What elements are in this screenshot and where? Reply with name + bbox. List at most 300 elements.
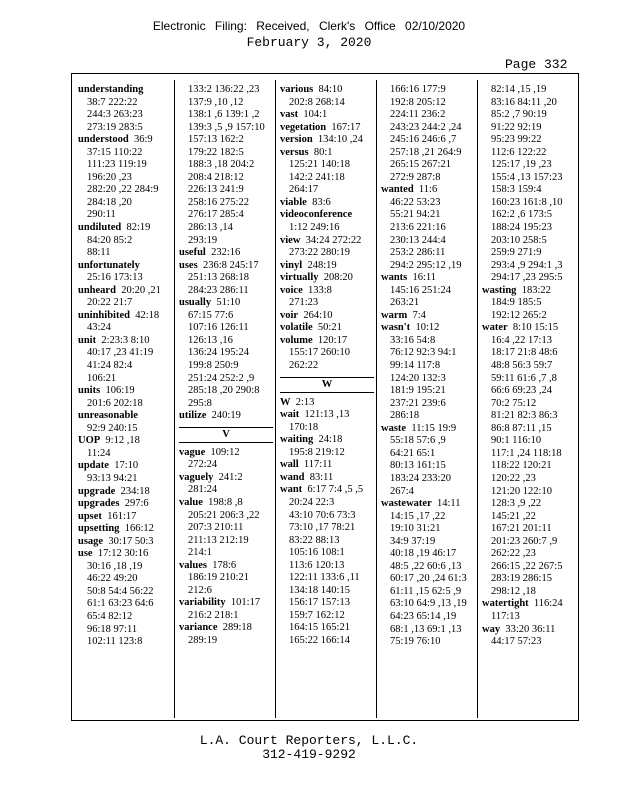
page-line-ref: 286:18 [390, 410, 420, 422]
index-term: units [78, 385, 101, 397]
page-line-ref: 95:23 99:22 [491, 134, 542, 146]
page-line-ref: 161:17 [101, 510, 137, 522]
index-term: way [482, 623, 501, 635]
index-term: versus [280, 146, 309, 158]
page-line-ref: 211:13 212:19 [188, 534, 249, 546]
index-entry [280, 147, 376, 160]
page-line-ref: 290:11 [87, 209, 116, 221]
page-line-ref: 133:8 [302, 284, 332, 296]
index-term: upgrade [78, 485, 116, 497]
page-line-ref: 125:17 ,19 ,23 [491, 159, 552, 171]
page-line-ref: 224:11 236:2 [390, 109, 446, 121]
page-line-ref: 120:17 [312, 334, 348, 346]
page-line-ref: 271:23 [289, 297, 319, 309]
page-line-ref: 167:21 201:11 [491, 523, 552, 535]
index-entry [280, 322, 376, 335]
page-line-ref: 294:17 ,23 295:5 [491, 272, 563, 284]
page-line-ref: 259:9 271:9 [491, 247, 542, 259]
page-line-ref: 284:23 286:11 [188, 284, 249, 296]
index-entry [78, 548, 174, 561]
page-line-ref: 83:11 [304, 471, 334, 483]
page-line-ref: 6:17 7:4 ,5 ,5 [302, 484, 364, 496]
page-line-ref: 96:18 97:11 [87, 623, 138, 635]
page-line-ref: 273:22 280:19 [289, 247, 350, 259]
page-line-ref: 18:17 21:8 48:6 [491, 347, 558, 359]
page-line-ref: 67:15 77:6 [188, 309, 234, 321]
column-divider [477, 80, 478, 718]
index-entry [78, 536, 174, 549]
index-term: uninhibited [78, 309, 130, 321]
index-term: videoconference [280, 209, 353, 221]
filing-date: February 3, 2020 [246, 35, 372, 50]
page-line-ref: 179:22 182:5 [188, 146, 244, 158]
page-line-ref: 86:8 87:11 ,15 [491, 422, 552, 434]
page-line-ref: 40:18 ,19 46:17 [390, 548, 457, 560]
page-line-ref: 8:10 15:15 [507, 322, 559, 334]
page-line-ref: 199:8 250:9 [188, 360, 239, 372]
page-line-ref: 118:22 120:21 [491, 460, 552, 472]
page-line-ref: 92:9 240:15 [87, 422, 138, 434]
page-line-ref: 243:23 244:2 ,24 [390, 121, 462, 133]
page-line-ref: 196:20 ,23 [87, 171, 132, 183]
page-line-ref: 158:3 159:4 [491, 184, 542, 196]
page-line-ref: 236:8 245:17 [197, 259, 259, 271]
index-term: virtually [280, 272, 319, 284]
index-entry [78, 460, 174, 473]
page-line-ref: 41:24 82:4 [87, 360, 133, 372]
index-term: variance [179, 622, 218, 634]
index-entry [78, 260, 174, 273]
page-line-ref: 264:17 [289, 184, 319, 196]
page-line-ref: 232:16 [205, 247, 241, 259]
page-line-ref: 111:23 119:19 [87, 159, 147, 171]
page-line-ref: 73:10 ,17 78:21 [289, 522, 356, 534]
page-line-ref: 83:16 84:11 ,20 [491, 96, 557, 108]
page-line-ref: 240:19 [206, 410, 241, 422]
index-entry [179, 260, 275, 273]
index-column-4 [381, 84, 477, 649]
index-term: waiting [280, 434, 314, 446]
page-line-ref: 258:16 275:22 [188, 196, 249, 208]
page-line-ref: 16:11 [407, 272, 437, 284]
page-line-ref: 297:6 [119, 498, 149, 510]
page-line-ref: 102:11 123:8 [87, 636, 143, 648]
page-line-ref: 126:13 ,16 [188, 334, 233, 346]
page-line-ref: 298:12 ,18 [491, 585, 536, 597]
page-line-ref: 251:24 252:2 ,9 [188, 372, 255, 384]
page-line-ref: 83:22 88:13 [289, 534, 340, 546]
index-entry [280, 409, 376, 422]
page-line-ref: 208:4 218:12 [188, 171, 244, 183]
index-entry [280, 335, 376, 348]
page-line-ref: 63:10 64:9 ,13 ,19 [390, 598, 467, 610]
page-line-ref: 198:8 ,8 [202, 496, 243, 508]
page-line-ref: 267:4 [390, 485, 414, 497]
page-line-ref: 166:12 [119, 523, 154, 535]
page-line-ref: 105:16 108:1 [289, 547, 345, 559]
page-line-ref: 266:15 ,22 267:5 [491, 560, 563, 572]
page-line-ref: 50:8 54:4 56:22 [87, 585, 154, 597]
page-line-ref: 237:21 239:6 [390, 397, 446, 409]
page-line-ref: 133:2 136:22 ,23 [188, 84, 260, 95]
page-line-ref: 134:10 ,24 [312, 134, 363, 146]
index-entry [78, 134, 174, 147]
index-term: vegetation [280, 121, 327, 133]
page-line-ref: 134:18 140:15 [289, 584, 350, 596]
page-line-ref: 66:6 69:23 ,24 [491, 385, 552, 397]
page-line-ref: 207:3 210:11 [188, 522, 244, 534]
index-entry [280, 310, 376, 323]
page-line-ref: 11:15 19:9 [406, 422, 457, 434]
page-line-ref: 213:6 221:16 [390, 222, 446, 234]
page-line-ref: 80:1 [308, 146, 333, 158]
page-line-ref: 48:5 ,22 60:6 ,13 [390, 560, 462, 572]
index-term: vinyl [280, 259, 303, 271]
page-line-ref: 37:15 110:22 [87, 146, 143, 158]
page-line-ref: 55:18 57:6 ,9 [390, 435, 446, 447]
page-line-ref: 165:22 166:14 [289, 634, 350, 646]
index-entry [280, 484, 376, 497]
page-line-ref: 46:22 49:20 [87, 573, 138, 585]
page-line-ref: 70:2 75:12 [491, 397, 537, 409]
index-entry [280, 472, 376, 485]
index-term: understanding [78, 84, 144, 95]
index-term: undiluted [78, 222, 122, 234]
index-term: wait [280, 409, 300, 421]
page-line-ref: 112:6 122:22 [491, 146, 547, 158]
page-line-ref: 10:12 [410, 322, 440, 334]
page-line-ref: 116:24 [528, 598, 563, 610]
page-line-ref: 91:22 92:19 [491, 121, 542, 133]
filing-stamp: Electronic Filing: Received, Clerk's Office 02/10/2020 [152, 19, 466, 33]
page-line-ref: 136:24 195:24 [188, 347, 249, 359]
index-entry [280, 122, 376, 135]
index-entry [179, 472, 275, 485]
page-line-ref: 14:11 [431, 498, 461, 510]
page-line-ref: 285:18 ,20 290:8 [188, 385, 260, 397]
index-entry [78, 222, 174, 235]
column-divider [275, 80, 276, 718]
page-line-ref: 164:15 165:21 [289, 622, 350, 634]
index-entry [78, 498, 174, 511]
page-line-ref: 167:17 [326, 121, 361, 133]
index-entry [280, 197, 376, 210]
page-line-ref: 20:24 22:3 [289, 496, 335, 508]
page-line-ref: 201:6 202:18 [87, 397, 143, 409]
index-entry [179, 497, 275, 510]
letter-heading: W [280, 377, 374, 393]
page-line-ref: 11:6 [413, 184, 438, 196]
index-term: variability [179, 597, 226, 609]
index-entry [78, 385, 174, 398]
index-term: voir [280, 309, 299, 321]
page-line-ref: 281:24 [188, 484, 218, 496]
index-column-3 [280, 84, 376, 648]
index-term: wasn't [381, 322, 411, 334]
page-line-ref: 293:4 ,9 294:1 ,3 [491, 259, 563, 271]
index-term: UOP [78, 435, 101, 447]
page-line-ref: 51:10 [211, 297, 241, 309]
index-term: version [280, 134, 313, 146]
page-line-ref: 68:1 ,13 69:1 ,13 [390, 623, 462, 635]
page-line-ref: 122:11 133:6 ,11 [289, 572, 360, 584]
page-line-ref: 283:19 286:15 [491, 573, 552, 585]
page-line-ref: 36:9 [128, 134, 153, 146]
index-entry [78, 335, 174, 348]
index-entry [381, 310, 477, 323]
index-term: upgrades [78, 498, 120, 510]
page-line-ref: 25:16 173:13 [87, 272, 143, 284]
index-entry [381, 498, 477, 511]
index-entry [280, 434, 376, 447]
index-entry [179, 622, 275, 635]
page-line-ref: 156:17 157:13 [289, 597, 350, 609]
page-line-ref: 64:21 65:1 [390, 447, 436, 459]
page-line-ref: 264:10 [298, 309, 333, 321]
page-line-ref: 20:22 21:7 [87, 297, 133, 309]
page-line-ref: 17:10 [108, 460, 139, 472]
index-entry [179, 410, 275, 423]
page-line-ref: 192:12 265:2 [491, 309, 547, 321]
page-line-ref: 262:22 ,23 [491, 548, 536, 560]
page-line-ref: 82:14 ,15 ,19 [491, 84, 547, 95]
index-term: volatile [280, 322, 313, 334]
page-line-ref: 84:20 85:2 [87, 234, 133, 246]
page-line-ref: 234:18 [115, 485, 150, 497]
index-entry [280, 459, 376, 472]
index-entry [280, 397, 376, 410]
index-term: upset [78, 510, 102, 522]
page-line-ref: 195:8 219:12 [289, 446, 345, 458]
index-entry [381, 272, 477, 285]
page-line-ref: 251:13 268:18 [188, 272, 249, 284]
page-line-ref: 272:24 [188, 459, 218, 471]
index-entry [482, 598, 578, 611]
letter-heading: V [179, 427, 273, 443]
index-column-1 [78, 84, 174, 649]
index-entry [381, 322, 477, 335]
page-line-ref: 34:9 37:19 [390, 535, 436, 547]
page-line-ref: 33:16 54:8 [390, 334, 436, 346]
page-line-ref: 265:15 267:21 [390, 159, 451, 171]
page-line-ref: 282:20 ,22 284:9 [87, 184, 159, 196]
page-line-ref: 201:23 260:7 ,9 [491, 535, 558, 547]
page-line-ref: 289:18 [217, 622, 252, 634]
page-line-ref: 48:8 56:3 59:7 [491, 360, 553, 372]
page-line-ref: 106:19 [100, 385, 135, 397]
page-line-ref: 59:11 61:6 ,7 ,8 [491, 372, 557, 384]
page-line-ref: 272:9 287:8 [390, 171, 441, 183]
page-line-ref: 19:10 31:21 [390, 523, 441, 535]
page-line-ref: 113:6 120:13 [289, 559, 345, 571]
page-line-ref: 104:1 [298, 109, 328, 121]
page-line-ref: 60:17 ,20 ,24 61:3 [390, 573, 467, 585]
index-term: understood [78, 134, 129, 146]
index-term: view [280, 234, 301, 246]
page-line-ref: 46:22 53:23 [390, 196, 441, 208]
page-line-ref: 117:13 [491, 610, 520, 622]
page-number: Page 332 [505, 57, 568, 72]
page-line-ref: 145:21 ,22 [491, 510, 536, 522]
page-line-ref: 212:6 [188, 584, 212, 596]
page-line-ref: 11:24 [87, 447, 111, 459]
index-term: update [78, 460, 109, 472]
page-line-ref: 248:19 [302, 259, 337, 271]
page-line-ref: 7:4 [407, 309, 426, 321]
index-entry [78, 511, 174, 524]
page-line-ref: 1:12 249:16 [289, 222, 340, 234]
index-entry [179, 247, 275, 260]
page-line-ref: 16:4 ,22 17:13 [491, 334, 552, 346]
page-line-ref: 273:19 283:5 [87, 121, 143, 133]
index-entry [78, 84, 174, 97]
page-line-ref: 137:9 ,10 ,12 [188, 96, 244, 108]
index-entry [78, 523, 174, 536]
page-line-ref: 170:18 [289, 421, 319, 433]
page-line-ref: 85:2 ,7 90:19 [491, 109, 547, 121]
index-entry [179, 447, 275, 460]
index-term: wants [381, 272, 408, 284]
index-term: unit [78, 334, 97, 346]
index-term: wastewater [381, 498, 432, 510]
page-line-ref: 117:11 [298, 459, 333, 471]
index-entry [78, 486, 174, 499]
page-line-ref: 61:1 63:23 64:6 [87, 598, 154, 610]
page-line-ref: 181:9 195:21 [390, 385, 446, 397]
page-line-ref: 121:20 122:10 [491, 485, 552, 497]
index-term: uses [179, 259, 198, 271]
page-line-ref: 50:21 [312, 322, 342, 334]
page-line-ref: 2:23:3 8:10 [96, 334, 150, 346]
page-line-ref: 241:2 [213, 471, 243, 483]
page-line-ref: 155:4 ,13 157:23 [491, 171, 563, 183]
page-line-ref: 245:16 246:6 ,7 [390, 134, 457, 146]
page-line-ref: 84:10 [313, 84, 343, 95]
page-line-ref: 93:13 94:21 [87, 472, 138, 484]
index-term: vaguely [179, 471, 214, 483]
index-entry [280, 109, 376, 122]
page-line-ref: 44:17 57:23 [491, 636, 542, 648]
index-term: utilize [179, 410, 207, 422]
page-line-ref: 40:17 ,23 41:19 [87, 347, 154, 359]
page-line-ref: 145:16 251:24 [390, 284, 451, 296]
page-line-ref: 214:1 [188, 547, 212, 559]
page-line-ref: 276:17 285:4 [188, 209, 244, 221]
page-line-ref: 293:19 [188, 234, 218, 246]
index-entry [78, 410, 174, 423]
page-line-ref: 183:24 233:20 [390, 472, 451, 484]
index-term: wasting [482, 284, 517, 296]
index-entry [482, 285, 578, 298]
index-entry [78, 310, 174, 323]
index-term: unfortunately [78, 259, 140, 271]
index-entry [482, 624, 578, 637]
index-term: waste [381, 422, 407, 434]
page-line-ref: 88:11 [87, 247, 111, 259]
page-line-ref: 188:3 ,18 204:2 [188, 159, 255, 171]
index-entry [280, 260, 376, 273]
index-term: unheard [78, 284, 116, 296]
index-entry [78, 435, 174, 448]
page-line-ref: 43:24 [87, 322, 111, 334]
page-line-ref: 205:21 206:3 ,22 [188, 509, 260, 521]
footer-phone: 312-419-9292 [262, 747, 356, 762]
page-line-ref: 64:23 65:14 ,19 [390, 610, 457, 622]
page-line-ref: 183:22 [516, 284, 551, 296]
index-term: wand [280, 471, 305, 483]
page-line-ref: 162:2 ,6 173:5 [491, 209, 552, 221]
page-line-ref: 20:20 ,21 [115, 284, 161, 296]
index-column-2 [179, 84, 275, 648]
index-term: watertight [482, 598, 529, 610]
page-line-ref: 139:3 ,5 ,9 157:10 [188, 121, 265, 133]
page-line-ref: 33:20 36:11 [500, 623, 556, 635]
page-line-ref: 101:17 [225, 597, 261, 609]
page-line-ref: 263:21 [390, 297, 420, 309]
page-line-ref: 124:20 132:3 [390, 372, 446, 384]
page-line-ref: 138:1 ,6 139:1 ,2 [188, 109, 260, 121]
index-column-5 [482, 84, 578, 649]
page-line-ref: 17:12 30:16 [92, 548, 149, 560]
index-entry [179, 597, 275, 610]
page-line-ref: 38:7 222:22 [87, 96, 138, 108]
index-term: voice [280, 284, 303, 296]
page-line-ref: 216:2 218:1 [188, 609, 239, 621]
index-term: W [280, 396, 291, 408]
index-term: usage [78, 535, 104, 547]
index-term: wanted [381, 184, 414, 196]
index-entry [280, 272, 376, 285]
page-line-ref: 166:16 177:9 [390, 84, 446, 95]
index-term: unreasonable [78, 410, 138, 422]
index-entry [482, 322, 578, 335]
page-line-ref: 159:7 162:12 [289, 609, 345, 621]
page-line-ref: 155:17 260:10 [289, 347, 350, 359]
index-entry [280, 235, 376, 248]
index-term: usually [179, 297, 212, 309]
page-line-ref: 14:15 ,17 ,22 [390, 510, 446, 522]
page-line-ref: 262:22 [289, 360, 319, 372]
index-entry [280, 84, 376, 97]
page-line-ref: 30:17 50:3 [103, 535, 154, 547]
index-entry [280, 209, 376, 222]
index-entry [280, 134, 376, 147]
index-entry [179, 560, 275, 573]
page-line-ref: 61:11 ,15 62:5 ,9 [390, 585, 462, 597]
page-line-ref: 244:3 263:23 [87, 109, 143, 121]
page-line-ref: 106:21 [87, 372, 117, 384]
page-line-ref: 9:12 ,18 [100, 435, 140, 447]
page-line-ref: 76:12 92:3 94:1 [390, 347, 457, 359]
page-line-ref: 188:24 195:23 [491, 222, 552, 234]
index-term: water [482, 322, 508, 334]
page-line-ref: 203:10 258:5 [491, 234, 547, 246]
page-line-ref: 295:8 [188, 397, 212, 409]
page-line-ref: 34:24 272:22 [300, 234, 362, 246]
index-entry [280, 285, 376, 298]
page-line-ref: 24:18 [313, 434, 343, 446]
index-term: upsetting [78, 523, 120, 535]
page-line-ref: 230:13 244:4 [390, 234, 446, 246]
page-line-ref: 202:8 268:14 [289, 96, 345, 108]
page-line-ref: 257:18 ,21 264:9 [390, 146, 462, 158]
page-line-ref: 120:22 ,23 [491, 472, 536, 484]
index-term: vague [179, 446, 206, 458]
index-entry [179, 297, 275, 310]
index-term: values [179, 559, 208, 571]
page-line-ref: 142:2 241:18 [289, 171, 345, 183]
page-line-ref: 42:18 [129, 309, 160, 321]
